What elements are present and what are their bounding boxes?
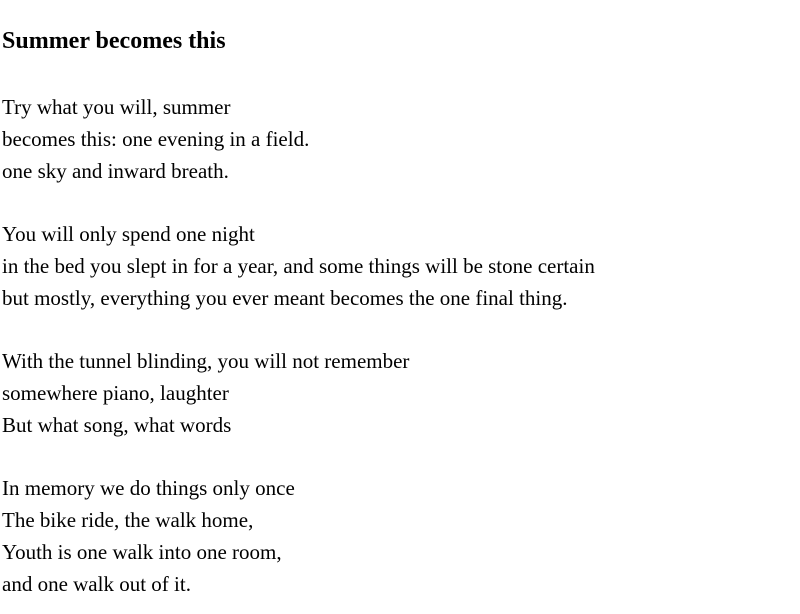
poem-line: With the tunnel blinding, you will not remember	[2, 349, 410, 373]
poem-title: Summer becomes this	[2, 28, 226, 54]
stanza-2	[2, 218, 800, 314]
poem-line: becomes this: one evening in a field.	[2, 127, 310, 151]
poem-body	[2, 91, 800, 600]
poem-line: somewhere piano, laughter	[2, 381, 229, 405]
poem-line: In memory we do things only once	[2, 476, 295, 500]
stanza-4	[2, 472, 800, 600]
poem-line: You will only spend one night	[2, 222, 255, 246]
poem-line: The bike ride, the walk home,	[2, 508, 254, 532]
poem-line: one sky and inward breath.	[2, 159, 229, 183]
poem-line: in the bed you slept in for a year, and some things will be stone certain	[2, 254, 595, 278]
poem-line: But what song, what words	[2, 413, 232, 437]
poem-line: and one walk out of it.	[2, 572, 191, 596]
poem-line: but mostly, everything you ever meant becomes the one final thing.	[2, 286, 568, 310]
stanza-1	[2, 91, 800, 187]
stanza-3	[2, 345, 800, 441]
poem-line: Youth is one walk into one room,	[2, 540, 282, 564]
poem-line: Try what you will, summer	[2, 95, 231, 119]
